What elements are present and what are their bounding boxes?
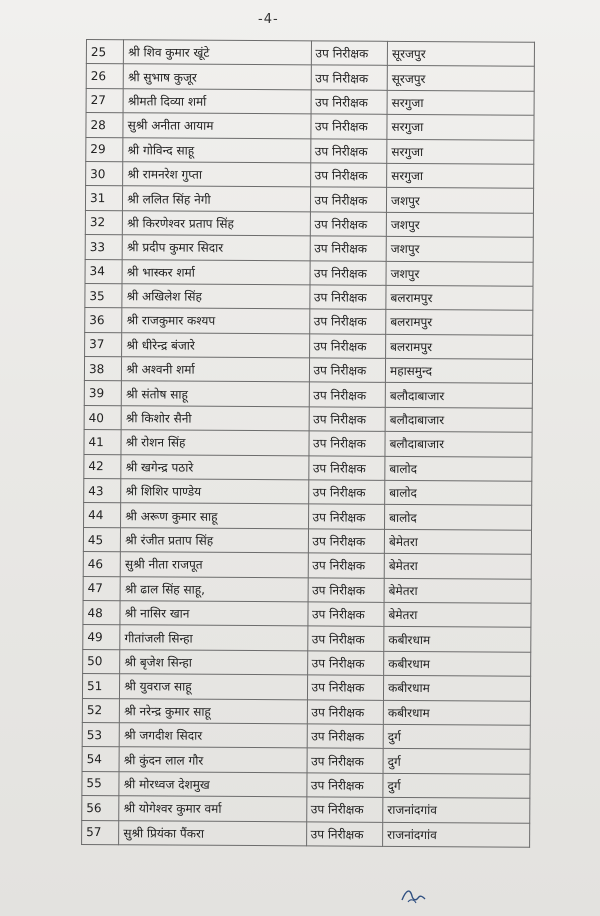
serial-number-cell: 39 [84, 381, 121, 406]
rank-cell: उप निरीक्षक [307, 748, 384, 773]
district-cell: बलौदाबाजार [385, 383, 532, 408]
table-row [82, 796, 530, 823]
serial-number-cell: 35 [85, 283, 122, 308]
rank-cell: उप निरीक्षक [309, 285, 386, 310]
table-row [85, 308, 533, 335]
table-row [83, 527, 531, 554]
rank-cell: उप निरीक्षक [309, 309, 386, 334]
table-row [86, 161, 534, 188]
table-row [85, 259, 533, 286]
officer-name-cell: श्री भास्कर शर्मा [122, 259, 309, 285]
table-row [84, 454, 532, 481]
table-row [84, 479, 532, 506]
serial-number-cell: 51 [82, 674, 119, 699]
serial-number-cell: 31 [85, 186, 122, 211]
page-number: -4- [258, 12, 279, 27]
table-row [84, 503, 532, 530]
serial-number-cell: 40 [84, 405, 121, 430]
table-row [83, 649, 531, 676]
district-cell: राजनांदगांव [383, 797, 530, 822]
serial-number-cell: 42 [84, 454, 121, 479]
rank-cell: उप निरीक्षक [308, 553, 385, 578]
district-cell: कबीरधाम [384, 675, 531, 700]
rank-cell: उप निरीक्षक [310, 260, 387, 285]
rank-cell: उप निरीक्षक [307, 651, 384, 676]
rank-cell: उप निरीक्षक [309, 382, 386, 407]
officer-name-cell: श्री रंजीत प्रताप सिंह [121, 528, 308, 554]
officer-name-cell: श्री मोरध्वज देशमुख [119, 771, 306, 797]
district-cell: कबीरधाम [383, 700, 530, 725]
rank-cell: उप निरीक्षक [307, 675, 384, 700]
district-cell: दुर्ग [383, 724, 530, 749]
district-cell: बालोद [385, 480, 532, 505]
district-cell: राजनांदगांव [383, 822, 530, 847]
table-row [82, 722, 530, 749]
officer-name-cell: श्री संतोष साहू [121, 381, 308, 407]
officer-name-cell: श्री शिव कुमार खूंटे [124, 40, 311, 66]
district-cell: बलौदाबाजार [385, 432, 532, 457]
rank-cell: उप निरीक्षक [307, 602, 384, 627]
rank-cell: उप निरीक्षक [308, 480, 385, 505]
district-cell: दुर्ग [383, 749, 530, 774]
district-cell: जशपुर [387, 188, 534, 213]
officer-name-cell: श्री किरणेश्वर प्रताप सिंह [123, 210, 310, 236]
district-cell: सरगुजा [387, 139, 534, 164]
serial-number-cell: 56 [82, 796, 119, 821]
officer-name-cell: श्री खगेन्द्र पठारे [121, 454, 308, 480]
rank-cell: उप निरीक्षक [306, 797, 383, 822]
officer-name-cell: श्री अश्वनी शर्मा [122, 357, 309, 383]
officer-name-cell: श्री युवराज साहू [120, 674, 307, 700]
serial-number-cell: 38 [84, 357, 121, 382]
rank-cell: उप निरीक्षक [308, 431, 385, 456]
rank-cell: उप निरीक्षक [310, 114, 387, 139]
serial-number-cell: 50 [83, 649, 120, 674]
officer-name-cell: गीतांजली सिन्हा [120, 625, 307, 651]
officer-name-cell: श्री राजकुमार कश्यप [122, 308, 309, 334]
rank-cell: उप निरीक्षक [306, 821, 383, 846]
table-row [84, 381, 532, 408]
district-cell: बलरामपुर [386, 334, 533, 359]
district-cell: बलरामपुर [386, 310, 533, 335]
serial-number-cell: 52 [82, 698, 119, 723]
officer-list-table [81, 39, 535, 848]
district-cell: बेमेतरा [384, 578, 531, 603]
district-cell: सूरजपुर [387, 41, 534, 66]
district-cell: बालोद [385, 505, 532, 530]
rank-cell: उप निरीक्षक [306, 773, 383, 798]
district-cell: सरगुजा [387, 115, 534, 140]
table-row [82, 674, 530, 701]
table-row [84, 357, 532, 384]
rank-cell: उप निरीक्षक [308, 577, 385, 602]
officer-name-cell: श्री ललित सिंह नेगी [123, 186, 310, 212]
serial-number-cell: 29 [86, 137, 123, 162]
serial-number-cell: 45 [83, 527, 120, 552]
district-cell: बेमेतरा [384, 554, 531, 579]
serial-number-cell: 54 [82, 747, 119, 772]
officer-name-cell: श्री अरूण कुमार साहू [121, 503, 308, 529]
district-cell: सूरजपुर [387, 66, 534, 91]
rank-cell: उप निरीक्षक [308, 504, 385, 529]
table-row [84, 430, 532, 457]
district-cell: बेमेतरा [384, 529, 531, 554]
officer-name-cell: श्री ढाल सिंह साहू, [120, 576, 307, 602]
table-row [83, 600, 531, 627]
serial-number-cell: 33 [85, 235, 122, 260]
rank-cell: उप निरीक्षक [309, 407, 386, 432]
table-row [86, 88, 534, 115]
officer-name-cell: श्री योगेश्वर कुमार वर्मा [119, 796, 306, 822]
serial-number-cell: 25 [86, 40, 123, 65]
serial-number-cell: 37 [85, 332, 122, 357]
serial-number-cell: 32 [85, 210, 122, 235]
officer-name-cell: श्री धीरेन्द्र बंजारे [122, 332, 309, 358]
rank-cell: उप निरीक्षक [310, 212, 387, 237]
district-cell: महासमुन्द [385, 358, 532, 383]
serial-number-cell: 26 [86, 64, 123, 89]
district-cell: बलौदाबाजार [385, 407, 532, 432]
serial-number-cell: 30 [86, 161, 123, 186]
district-cell: बालोद [385, 456, 532, 481]
serial-number-cell: 34 [85, 259, 122, 284]
district-cell: कबीरधाम [384, 627, 531, 652]
rank-cell: उप निरीक्षक [311, 65, 388, 90]
officer-name-cell: सुश्री अनीता आयाम [123, 113, 310, 139]
serial-number-cell: 48 [83, 600, 120, 625]
rank-cell: उप निरीक्षक [309, 358, 386, 383]
table-row [82, 698, 530, 725]
officer-name-cell: श्री जगदीश सिदार [119, 723, 306, 749]
rank-cell: उप निरीक्षक [310, 138, 387, 163]
serial-number-cell: 41 [84, 430, 121, 455]
table-row [83, 552, 531, 579]
rank-cell: उप निरीक्षक [309, 334, 386, 359]
table-row [85, 186, 533, 213]
officer-name-cell: सुश्री नीता राजपूत [120, 552, 307, 578]
serial-number-cell: 44 [84, 503, 121, 528]
district-cell: बलरामपुर [386, 285, 533, 310]
table-row [86, 113, 534, 140]
rank-cell: उप निरीक्षक [308, 529, 385, 554]
officer-list-body [82, 40, 535, 848]
officer-name-cell: श्री अखिलेश सिंह [122, 284, 309, 310]
rank-cell: उप निरीक्षक [310, 163, 387, 188]
officer-name-cell: श्री गोविन्द साहू [123, 137, 310, 163]
district-cell: जशपुर [386, 261, 533, 286]
rank-cell: उप निरीक्षक [310, 187, 387, 212]
district-cell: जशपुर [386, 212, 533, 237]
district-cell: सरगुजा [387, 90, 534, 115]
table-row [83, 625, 531, 652]
table-row [85, 235, 533, 262]
officer-name-cell: श्री नासिर खान [120, 601, 307, 627]
serial-number-cell: 46 [83, 552, 120, 577]
serial-number-cell: 47 [83, 576, 120, 601]
serial-number-cell: 28 [86, 113, 123, 138]
rank-cell: उप निरीक्षक [311, 41, 388, 66]
district-cell: जशपुर [386, 236, 533, 261]
table-row [86, 137, 534, 164]
table-row [82, 771, 530, 798]
officer-name-cell: श्री सुभाष कुजूर [123, 64, 310, 90]
serial-number-cell: 43 [84, 479, 121, 504]
officer-name-cell: श्री रामनरेश गुप्ता [123, 162, 310, 188]
district-cell: बेमेतरा [384, 602, 531, 627]
rank-cell: उप निरीक्षक [307, 626, 384, 651]
district-cell: सरगुजा [387, 163, 534, 188]
serial-number-cell: 53 [82, 722, 119, 747]
serial-number-cell: 27 [86, 88, 123, 113]
officer-name-cell: श्री बृजेश सिन्हा [120, 649, 307, 675]
table-row [86, 40, 534, 67]
table-row [82, 747, 530, 774]
table-row [85, 332, 533, 359]
table-row [82, 820, 530, 847]
rank-cell: उप निरीक्षक [311, 90, 388, 115]
officer-name-cell: श्री रोशन सिंह [121, 430, 308, 456]
serial-number-cell: 49 [83, 625, 120, 650]
officer-name-cell: सुश्री प्रियंका पैंकरा [119, 820, 306, 846]
officer-name-cell: श्री शिशिर पाण्डेय [121, 479, 308, 505]
officer-name-cell: श्रीमती दिव्या शर्मा [123, 89, 310, 115]
rank-cell: उप निरीक्षक [308, 456, 385, 481]
district-cell: दुर्ग [383, 773, 530, 798]
rank-cell: उप निरीक्षक [307, 699, 384, 724]
rank-cell: उप निरीक्षक [310, 236, 387, 261]
officer-name-cell: श्री कुंदन लाल गौर [119, 747, 306, 773]
officer-name-cell: श्री नरेन्द्र कुमार साहू [120, 698, 307, 724]
table-row [85, 210, 533, 237]
signature-mark [398, 882, 428, 906]
serial-number-cell: 36 [85, 308, 122, 333]
table-row [84, 405, 532, 432]
table-row [86, 64, 534, 91]
serial-number-cell: 55 [82, 771, 119, 796]
table-row [85, 283, 533, 310]
district-cell: कबीरधाम [384, 651, 531, 676]
officer-name-cell: श्री प्रदीप कुमार सिदार [122, 235, 309, 261]
table-row [83, 576, 531, 603]
rank-cell: उप निरीक्षक [307, 724, 384, 749]
serial-number-cell: 57 [82, 820, 119, 845]
officer-name-cell: श्री किशोर सैनी [121, 406, 308, 432]
